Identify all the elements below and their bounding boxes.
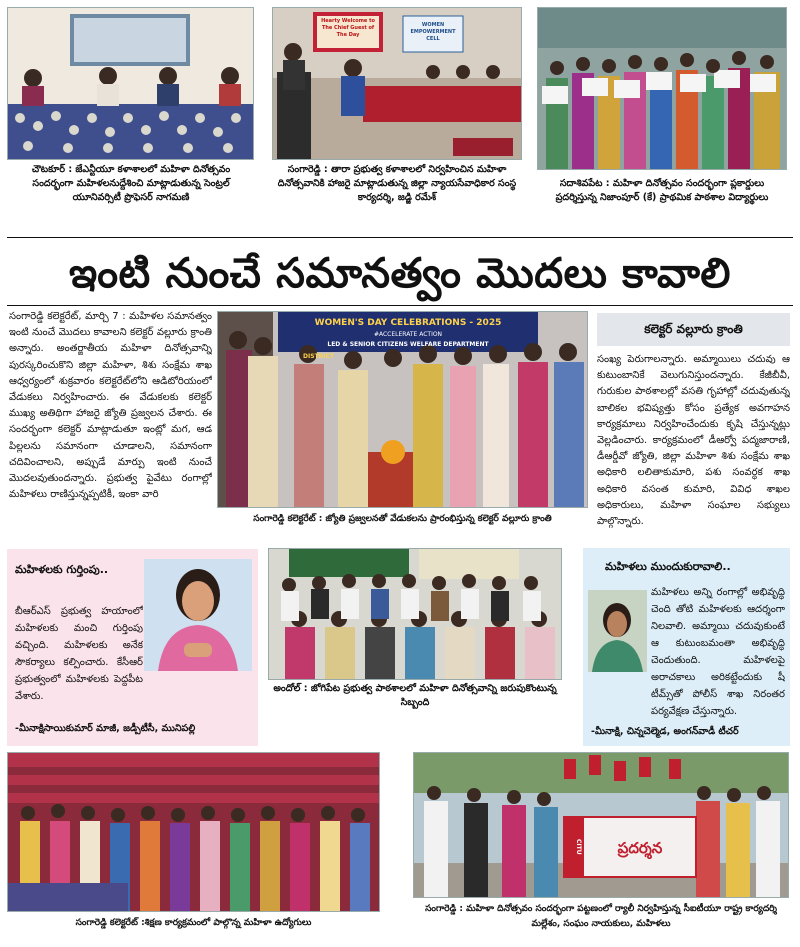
quote-box-recognition [7, 549, 258, 746]
quote-box-women-forward-title: మహిళలు ముందుకురావాలి.. [605, 560, 731, 573]
caption-training-employees: సంగారెడ్డి కలెక్టరేట్ :శిక్షణ కార్యక్రమంలో పాల్గొన్న మహిళా ఉద్యోగులు [75, 918, 312, 928]
quote-box-women-forward-text: మహిళలు అన్ని రంగాల్లో అభివృద్ధి చెంది తోటి మహిళలకు ఆదర్శంగా నిలవాలి. అమ్మాయి చదువుకుంటే ఆ కుటుంబమంతా అభివృద్ధి చెందుతుంది. మహిళలపై అరాచకాలు అరికట్టేందుకు షీ టీమ్స్‌తో పోలీస్ శాఖ నిరంతర పర్యవేక్షణ చేస్తున్నారు. [651, 587, 785, 717]
sign-women-empowerment: WOMEN EMPOWERMENT CELL [410, 22, 456, 42]
banner-district: DISTRICT [303, 353, 334, 360]
collector-name: కలెక్టర్ వల్లూరు క్రాంతి [644, 322, 743, 336]
quote-box-recognition-photo [144, 559, 252, 671]
photo-citu-rally [413, 752, 789, 898]
quote-box-women-forward [583, 548, 790, 746]
caption-school-staff: అందోల్ : జోగిపేట ప్రభుత్వ పాఠశాలలో మహిళా దినోత్సవాన్ని జరుపుకొంటున్న సిబ్బంది [273, 683, 557, 708]
headline-bottom-rule [7, 305, 793, 306]
caption-jntu-event: చౌటకూర్ : జేఎన్టీయూ కళాశాలలో మహిళా దినోత్సవం సందర్భంగా మహిళలనుద్దేశించి మాట్లాడుతున్న సెంట్రల్ యూనివర్సిటీ ప్రొఫెసర్ నాగమణి [31, 164, 231, 203]
quote-box-recognition-signature: -మీనాక్షిసాయికుమార్ మాజీ, జడ్పీటీసీ, మునిపల్లి [15, 723, 196, 734]
photo-students-placards [537, 7, 787, 170]
quote-box-women-forward-photo [588, 590, 647, 672]
banner-department: LED & SENIOR CITIZENS WELFARE DEPARTMENT [327, 341, 489, 348]
banner-accelerate-action: #ACCELERATE ACTION [373, 331, 443, 338]
photo-tara-college-event [272, 7, 522, 160]
caption-students-placards: సదాశివపేట : మహిళా దినోత్సవం సందర్భంగా ప్లకార్డులు ప్రదర్శిస్తున్న నిజాంపూర్ (కే) ప్రాథమిక పాఠశాల విద్యార్థులు [555, 178, 769, 203]
quote-box-recognition-text: బీఆర్ఎస్ ప్రభుత్వ హయాంలో మహిళలకు మంచి గుర్తింపు వచ్చింది. మహిళలకు అనేక సౌకర్యాలు కల్పించారు. కేసీఆర్ ప్రభుత్వంలో మహిళలకు పెద్దపీట వేశారు. [15, 606, 143, 702]
caption-citu-rally: సంగారెడ్డి : మహిళా దినోత్సవం సందర్భంగా పట్టణంలో ర్యాలీ నిర్వహిస్తున్న సీఐటీయూ రాష్ట్ర కార్యదర్శి మల్లేశం, సంఘం నాయకులు, మహిళలు [425, 904, 777, 929]
banner-chief-guest: Hearty Welcome to The Chief Guest of The Day [321, 18, 375, 38]
photo-lamp-lighting [217, 311, 588, 508]
headline: ఇంటి నుంచే సమానత్వం మొదలు కావాలి [69, 249, 731, 297]
quote-box-women-forward-signature: -మీనాక్షి, చిన్నచెల్మెడ, అంగన్‌వాడీ టీచర్ [591, 726, 739, 737]
banner-citu-brand: CITU [575, 839, 582, 855]
caption-tara-college-event: సంగారెడ్డి : తారా ప్రభుత్వ కళాశాలలో నిర్వహించిన మహిళా దినోత్సవానికి హాజరై మాట్లాడుతున్న జిల్లా న్యాయసేవాధికార సంస్థ కార్యదర్శి, జడ్జి రమేశ్ [277, 164, 517, 203]
banner-pradarshana: ప్రదర్శన [617, 839, 663, 857]
headline-top-rule [7, 237, 793, 238]
caption-lamp-lighting: సంగారెడ్డి కలెక్టరేట్ : జ్యోతి ప్రజ్వలనతో వేడుకలను ప్రారంభిస్తున్న కలెక్టర్ వల్లూరు క్రాంతి [253, 514, 552, 524]
article-continued: సంఖ్య పెరుగాలన్నారు. అమ్మాయిలు చదువు ఆ కుటుంబానికే వెలుగునిస్తుందన్నారు. కేజీబీవీ, గురుకుల పాఠశాలల్లో వసతి గృహాల్లో చదువుతున్న బాలికల భవిష్యత్తు కోసం ప్రత్యేక అవగాహన కార్యక్రమాలు నిర్వహించేందుకు కృషి చేస్తున్నట్లు వెల్లడించారు. కార్యక్రమంలో డీఆర్వో పద్మజారాణి, డీఆర్డీవో జ్యోతి, జిల్లా మహిళా శిశు సంక్షేమ శాఖ అధికారి లలితాకుమారి, పశు సంవర్ధక శాఖ అధికారి వసంత కుమారి, వివిధ శాఖల అధికారులు, మహిళా సంఘాల సభ్యులు పాల్గొన్నారు. [597, 354, 790, 528]
article-body: సంగారెడ్డి కలెక్టరేట్, మార్చి 7 : మహిళల సమానత్వం ఇంటి నుంచే మొదలు కావాలని కలెక్టర్ వల్లూరు క్రాంతి అన్నారు. అంతర్జాతీయ మహిళా దినోత్సవాన్ని పురస్కరించుకొని జిల్లా మహిళా, శిశు సంక్షేమ శాఖ ఆధ్వర్యంలో శుక్రవారం కలెక్టరేట్‌లోని ఆడిటోరియంలో వేడుకలు నిర్వహించారు. ఈ వేడుకలకు కలెక్టర్ ముఖ్య అతిథిగా హాజరై జ్యోతి ప్రజ్వలన చేశారు. ఈ సందర్భంగా కలెక్టర్ మాట్లాడుతూ ఇంట్లో మగ, ఆడ పిల్లలను సమానంగా చూడాలని, సమానంగా చదివించాలని, అప్పుడే మార్పు ఇంటి నుంచే మొదలవుతుందన్నారు. ప్రభుత్వ పైవేటు రంగాల్లో మహిళలు రాణిస్తున్నప్పటికీ, ఇంకా వారి [9, 311, 212, 501]
quote-box-recognition-title: మహిళలకు గుర్తింపు.. [15, 563, 109, 576]
banner-womens-day: WOMEN'S DAY CELEBRATIONS - 2025 [314, 318, 502, 328]
photo-jntu-event [7, 7, 254, 160]
photo-training-employees [7, 752, 380, 912]
collector-name-box [597, 313, 790, 346]
photo-school-staff [268, 548, 562, 680]
